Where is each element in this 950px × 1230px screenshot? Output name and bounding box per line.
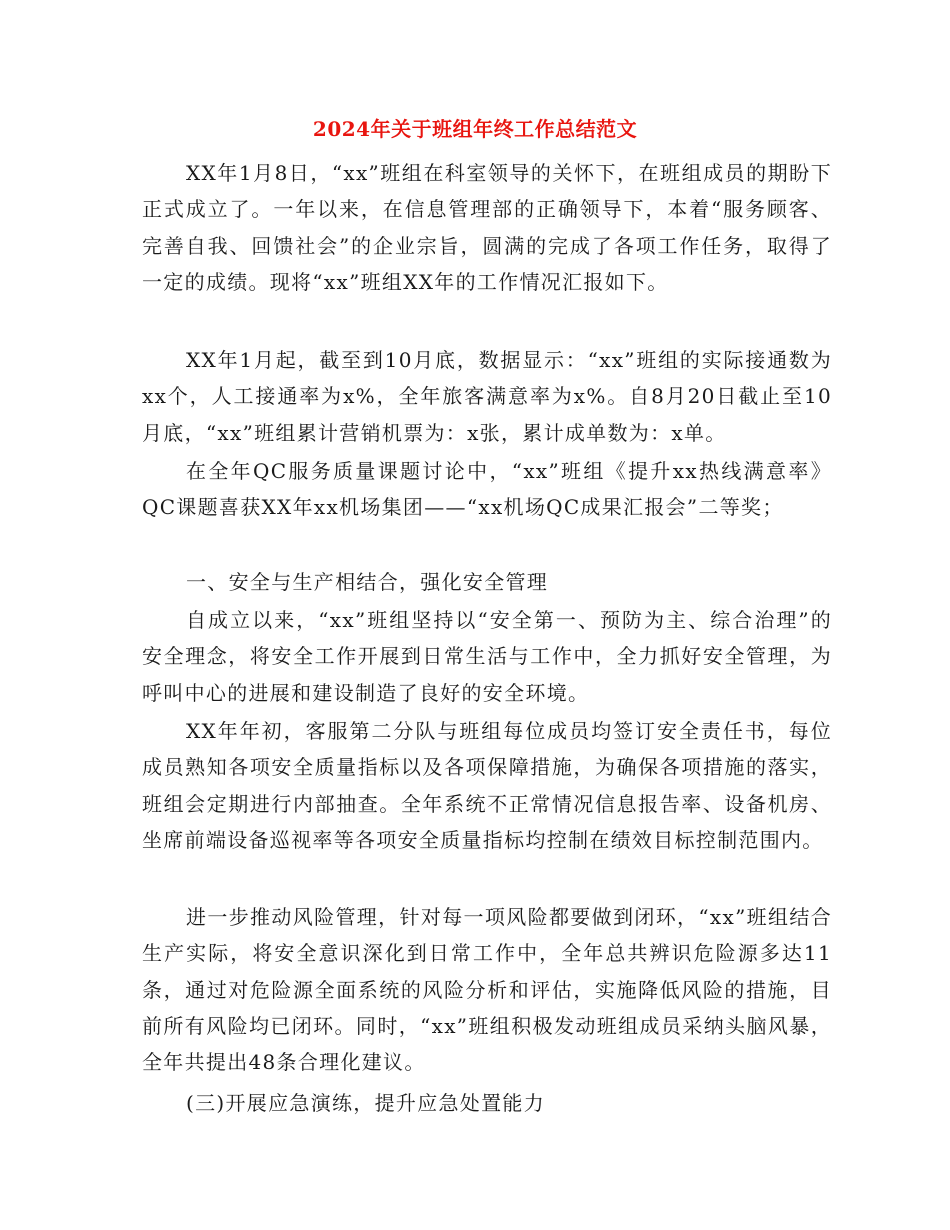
paragraph-safety-concept: 自成立以来，“xx”班组坚持以“安全第一、预防为主、综合治理”的安全理念，将安全工作开展到日常生活与工作中，全力抓好安全管理，为呼叫中心的进展和建设制造了良好的安全环境。 [142,608,832,705]
document-title: 2024年关于班组年终工作总结范文 [312,117,638,141]
section-heading-safety: 一、安全与生产相结合，强化安全管理 [186,570,549,594]
paragraph-intro: XX年1月8日，“xx”班组在科室领导的关怀下，在班组成员的期盼下正式成立了。一年以来，在信息管理部的正确领导下，本着“服务顾客、完善自我、回馈社会”的企业宗旨，圆满的完成了各项工作任务，取得了一定的成绩。现将“xx”班组XX年的工作情况汇报如下。 [142,161,832,294]
paragraph-safety-responsibility: XX年年初，客服第二分队与班组每位成员均签订安全责任书，每位成员熟知各项安全质量指标以及各项保障措施，为确保各项措施的落实，班组会定期进行内部抽查。全年系统不正常情况信息报告率、设备机房、坐席前端设备巡视率等各项安全质量指标均控制在绩效目标控制范围内。 [142,719,832,852]
paragraph-risk-management: 进一步推动风险管理，针对每一项风险都要做到闭环，“xx”班组结合生产实际，将安全意识深化到日常工作中，全年总共辨识危险源多达11条，通过对危险源全面系统的风险分析和评估，实施降低风险的措施，目前所有风险均已闭环。同时，“xx”班组积极发动班组成员采纳头脑风暴，全年共提出48条合理化建议。 [142,905,832,1075]
paragraph-statistics: XX年1月起，截至到10月底，数据显示：“xx”班组的实际接通数为xx个，人工接通率为x%，全年旅客满意率为x%。自8月20日截止至10月底，“xx”班组累计营销机票为：x张，累计成单数为：x单。 [142,348,832,445]
section-heading-emergency: (三)开展应急演练，提升应急处置能力 [186,1091,546,1115]
paragraph-qc-award: 在全年QC服务质量课题讨论中，“xx”班组《提升xx热线满意率》QC课题喜获XX年xx机场集团——“xx机场QC成果汇报会”二等奖； [142,459,832,520]
